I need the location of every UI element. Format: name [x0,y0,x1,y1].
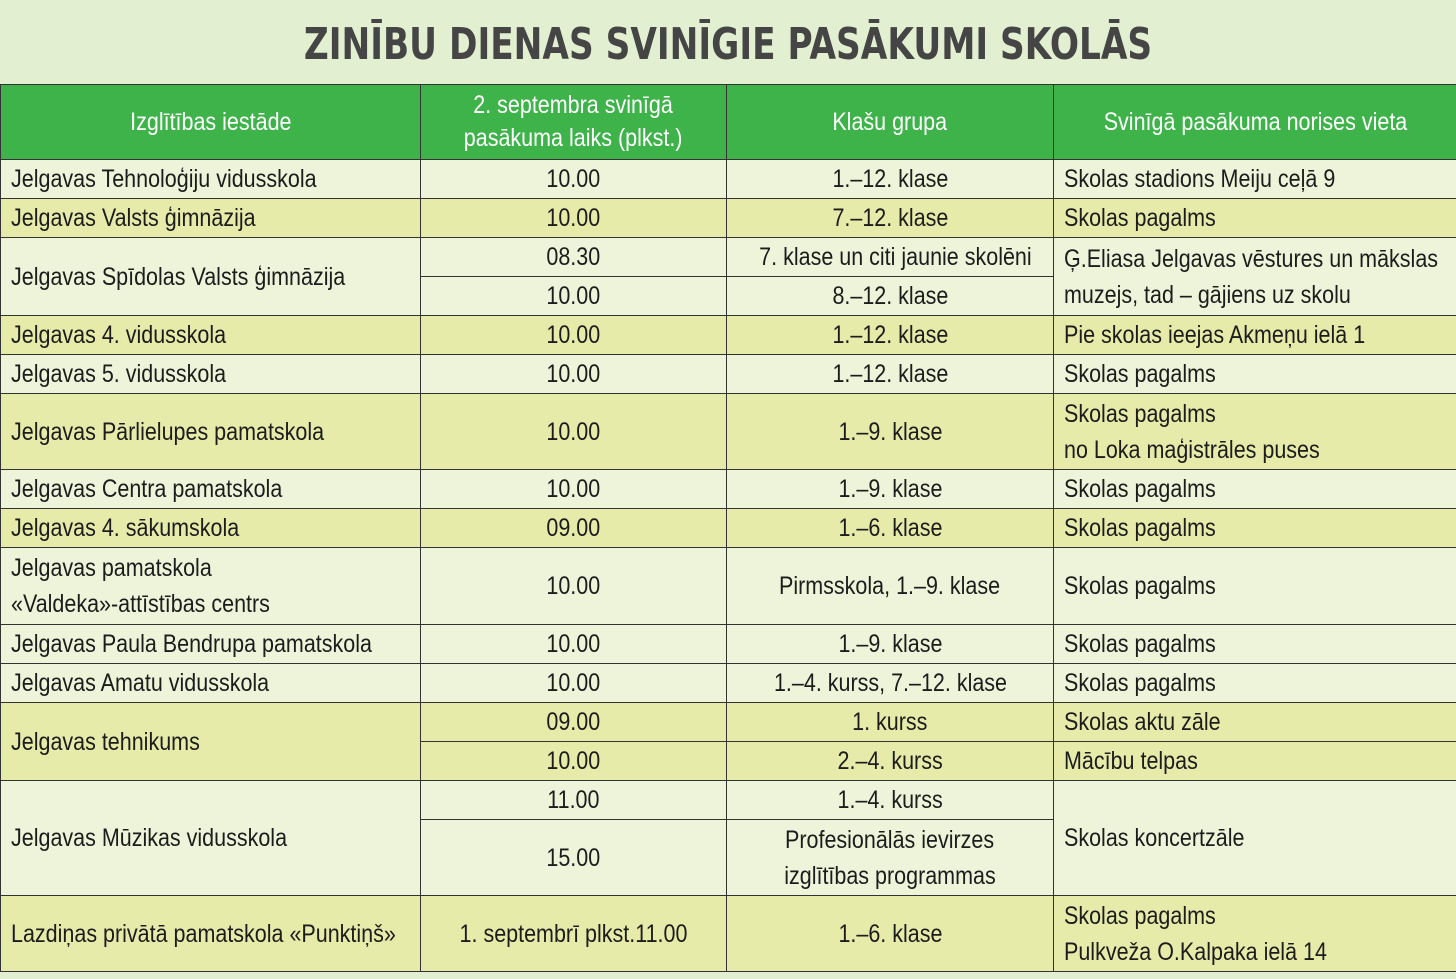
time-cell: 10.00 [421,394,727,470]
table-row [1,703,1456,742]
table-row [1,781,1456,820]
group-cell: 7. klase un citi jaunie skolēni [727,238,1054,277]
group-cell: 1.–6. klase [727,509,1054,548]
institution-cell: Jelgavas Pārlielupes pamatskola [1,394,421,470]
institution-cell: Jelgavas Tehnoloģiju vidusskola [1,160,421,199]
time-cell: 10.00 [421,742,727,781]
header-venue: Svinīgā pasākuma norises vieta [1054,85,1456,160]
table-row [1,316,1456,355]
venue-cell: Skolas pagalms no Loka maģistrāles puses [1054,394,1456,470]
table-row [1,664,1456,703]
group-cell: Pirmsskola, 1.–9. klase [727,548,1054,625]
venue-cell: Pie skolas ieejas Akmeņu ielā 1 [1054,316,1456,355]
group-cell: 1.–9. klase [727,470,1054,509]
time-cell: 10.00 [421,160,727,199]
venue-cell: Skolas pagalms [1054,664,1456,703]
time-cell: 10.00 [421,199,727,238]
table-row [1,896,1456,972]
table-row [1,355,1456,394]
venue-cell: Skolas pagalms [1054,509,1456,548]
group-cell: 1.–4. kurss, 7.–12. klase [727,664,1054,703]
venue-cell: Skolas pagalms [1054,548,1456,625]
group-cell: 1.–12. klase [727,316,1054,355]
group-cell: 7.–12. klase [727,199,1054,238]
group-cell: 1.–6. klase [727,896,1054,972]
institution-cell: Jelgavas 4. vidusskola [1,316,421,355]
time-cell: 10.00 [421,355,727,394]
venue-cell: Skolas pagalms [1054,355,1456,394]
venue-cell: Skolas aktu zāle [1054,703,1456,742]
group-cell: 1.–4. kurss [727,781,1054,820]
venue-cell: Mācību telpas [1054,742,1456,781]
institution-cell: Jelgavas Valsts ģimnāzija [1,199,421,238]
institution-cell: Jelgavas Spīdolas Valsts ģimnāzija [1,238,421,316]
institution-cell: Jelgavas pamatskola «Valdeka»-attīstības centrs [1,548,421,625]
table-row [1,548,1456,625]
time-cell: 10.00 [421,316,727,355]
time-cell: 10.00 [421,625,727,664]
table-row [1,199,1456,238]
group-cell: 1. kurss [727,703,1054,742]
header-time: 2. septembra svinīgā pasākuma laiks (plkst.) [421,85,727,160]
institution-cell: Jelgavas Amatu vidusskola [1,664,421,703]
institution-cell: Jelgavas 5. vidusskola [1,355,421,394]
group-cell: Profesionālās ievirzes izglītības programmas [727,820,1054,896]
time-cell: 10.00 [421,664,727,703]
time-cell: 10.00 [421,277,727,316]
table-header-row [1,85,1456,160]
header-group: Klašu grupa [727,85,1054,160]
page-title: ZINĪBU DIENAS SVINĪGIE PASĀKUMI SKOLĀS [303,19,1153,70]
time-cell: 08.30 [421,238,727,277]
time-cell: 10.00 [421,470,727,509]
venue-cell: Skolas pagalms [1054,625,1456,664]
header-institution: Izglītības iestāde [1,85,421,160]
table-row [1,160,1456,199]
table-row [1,625,1456,664]
group-cell: 8.–12. klase [727,277,1054,316]
time-cell: 11.00 [421,781,727,820]
institution-cell: Jelgavas 4. sākumskola [1,509,421,548]
institution-cell: Jelgavas Mūzikas vidusskola [1,781,421,896]
time-cell: 1. septembrī plkst.11.00 [421,896,727,972]
institution-cell: Jelgavas Paula Bendrupa pamatskola [1,625,421,664]
table-row [1,509,1456,548]
events-table [0,84,1456,972]
institution-cell: Jelgavas Centra pamatskola [1,470,421,509]
group-cell: 1.–12. klase [727,355,1054,394]
group-cell: 2.–4. kurss [727,742,1054,781]
group-cell: 1.–12. klase [727,160,1054,199]
venue-cell: Skolas pagalms [1054,199,1456,238]
table-row [1,394,1456,470]
time-cell: 10.00 [421,548,727,625]
institution-cell: Jelgavas tehnikums [1,703,421,781]
table-row [1,470,1456,509]
venue-cell: Ģ.Eliasa Jelgavas vēstures un mākslas muzejs, tad – gājiens uz skolu [1054,238,1456,316]
venue-cell: Skolas koncertzāle [1054,781,1456,896]
institution-cell: Lazdiņas privātā pamatskola «Punktiņš» [1,896,421,972]
time-cell: 09.00 [421,703,727,742]
venue-cell: Skolas pagalms [1054,470,1456,509]
table-row [1,238,1456,277]
group-cell: 1.–9. klase [727,625,1054,664]
venue-cell: Skolas pagalms Pulkveža O.Kalpaka ielā 14 [1054,896,1456,972]
time-cell: 15.00 [421,820,727,896]
time-cell: 09.00 [421,509,727,548]
venue-cell: Skolas stadions Meiju ceļā 9 [1054,160,1456,199]
group-cell: 1.–9. klase [727,394,1054,470]
